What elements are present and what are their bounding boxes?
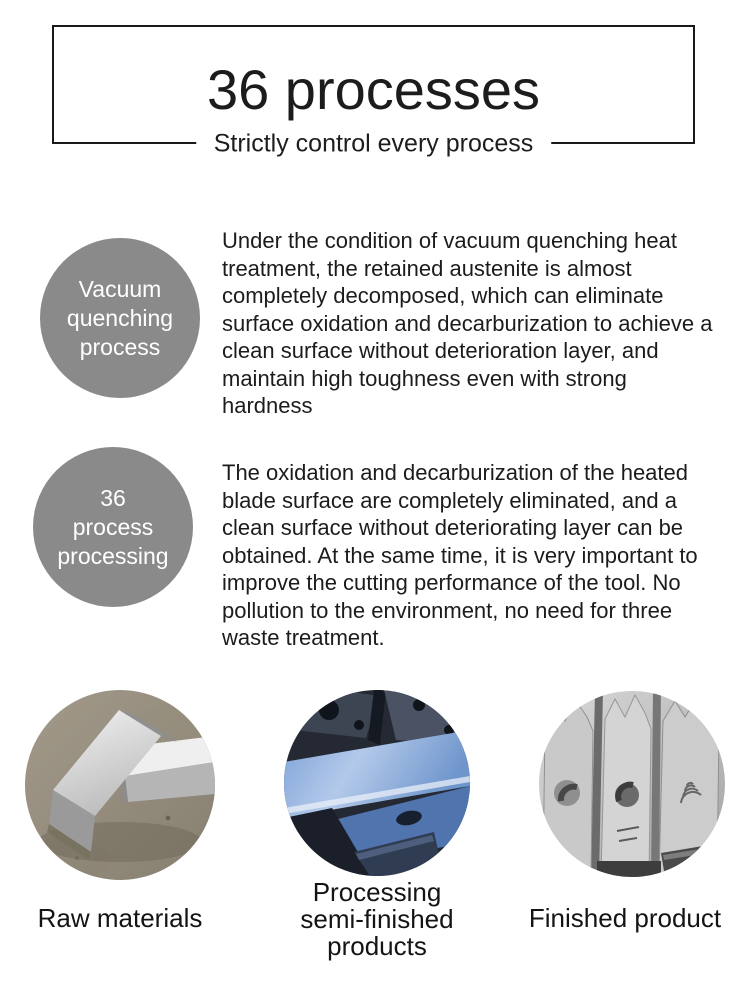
header-subtitle: Strictly control every process (196, 130, 552, 159)
finished-metal-parts-photo (539, 691, 725, 877)
step-label-finished-product: Finished product (528, 903, 722, 933)
step-label-semi-finished: Processing semi-finished products (300, 877, 454, 961)
metal-bars-photo (25, 690, 215, 880)
vacuum-quenching-description: Under the condition of vacuum quenching heat treatment, the retained austenite is almost completely decomposed, which can eliminate surface oxidation and decarburization to achieve a clean surface without deterioration layer, and maintain high toughness even with strong hardness (222, 228, 713, 418)
blue-machined-parts-photo (284, 690, 470, 876)
page-title: 36 processes (206, 58, 541, 121)
step-label-raw-materials: Raw materials (37, 903, 203, 933)
vacuum-quenching-badge (40, 238, 200, 398)
header-box (52, 25, 695, 158)
badge-line: processing (57, 542, 169, 569)
badge-line: process (72, 513, 154, 540)
badge-line: 36 (100, 484, 126, 511)
process-count-description: The oxidation and decarburization of the heated blade surface are completely eliminated, and a clean surface without deteriorating layer can be obtained. At the same time, it is very important to improve the cutting performance of the tool. No pollution to the environment, no need for three waste treatment. (222, 460, 698, 650)
process-count-badge (33, 447, 193, 607)
badge-line: Vacuum (78, 275, 162, 302)
badge-line: process (79, 333, 161, 360)
badge-line: quenching (66, 304, 174, 331)
